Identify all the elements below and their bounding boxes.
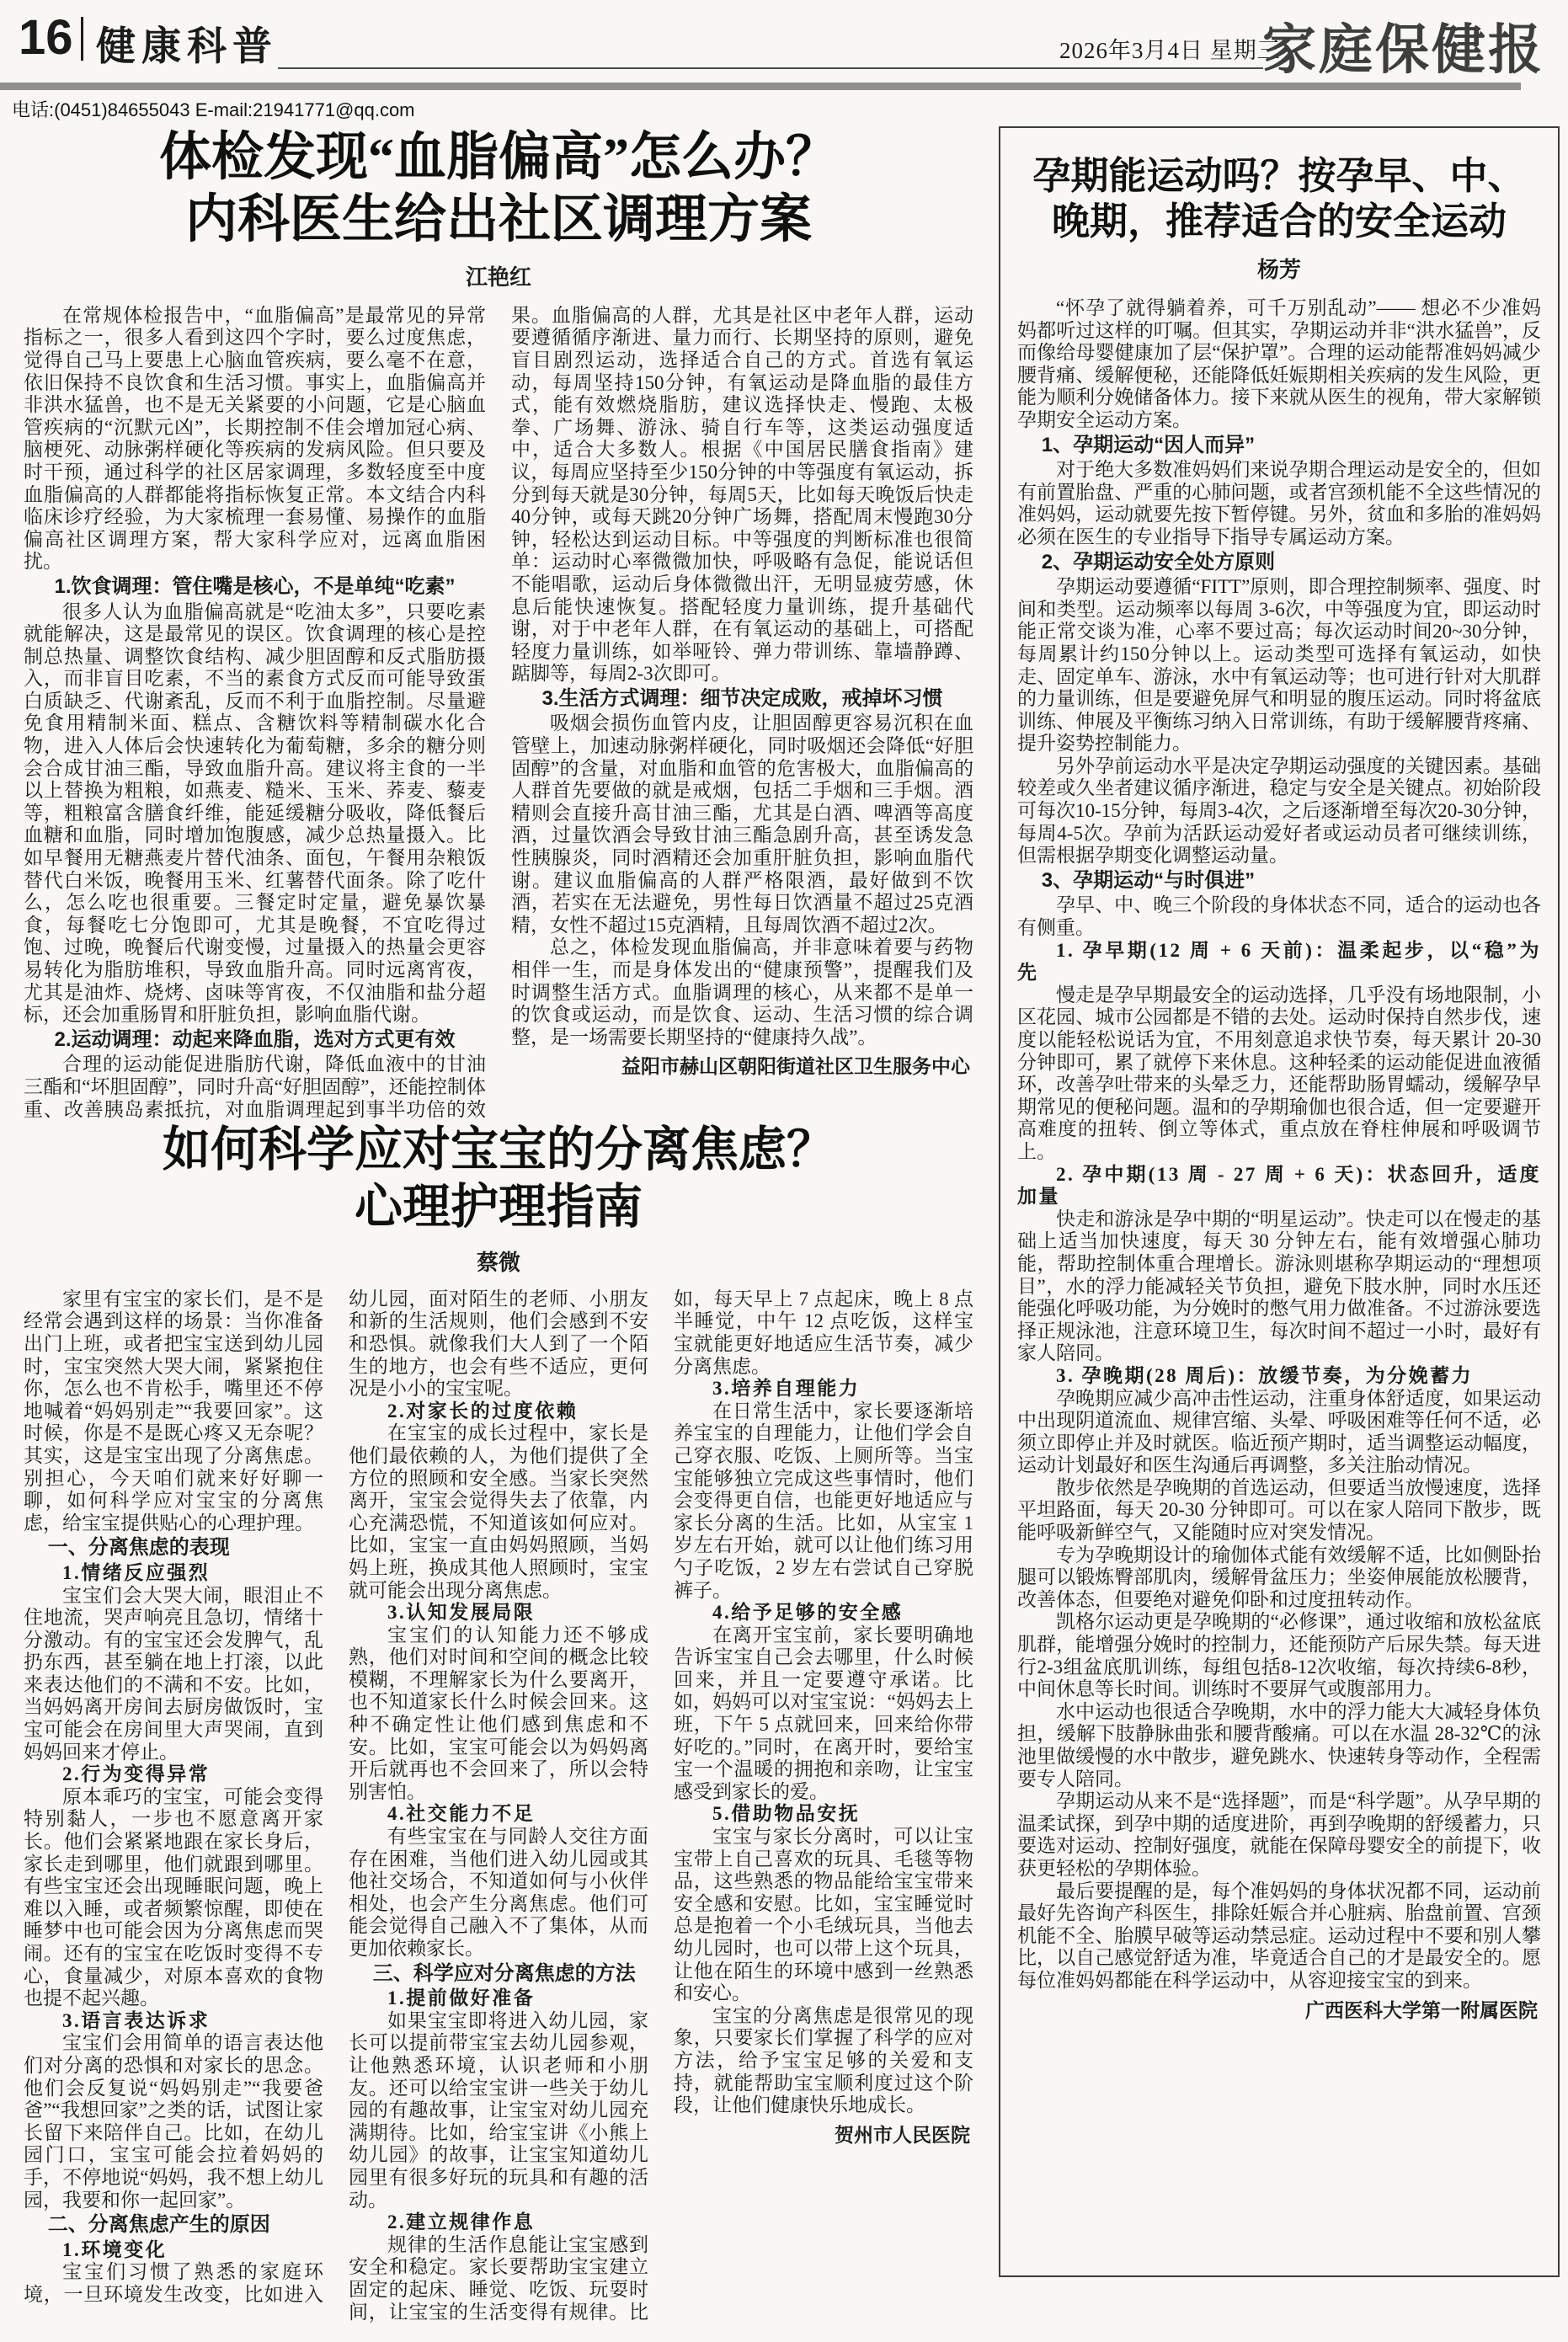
article-paragraph: 宝宝们会大哭大闹，眼泪止不住地流，哭声响亮且急切，情绪十分激动。有的宝宝还会发脾气，乱扔东西，甚至躺在地上打滚，以此来表达他们的不满和不安。比如，当妈妈离开房间去厨房做饭时，宝宝可能会在房间里大声哭闹，直到妈妈回来才停止。 (24, 1584, 323, 1763)
article-paragraph: 宝宝的分离焦虑是很常见的现象，只要家长们掌握了科学的应对方法，给予宝宝足够的关爱和支持，就能帮助宝宝顺利度过这个阶段，让他们健康快乐地成长。 (674, 2004, 973, 2116)
article-paragraph: 快走和游泳是孕中期的“明星运动”。快走可以在慢走的基础上适当加快速度，每天 30 分钟左右，能有效增强心肺功能，帮助控制体重合理增长。游泳则堪称孕期运动的“理想项目”，水的浮力能减轻关节负担，避免下肢水肿，同时水压还能强化呼吸功能，为分娩时的憋气用力做准备。不过游泳要选择正规泳池，注意环境卫生，每次时间不超过一小时，最好有家人陪同。 (1017, 1208, 1541, 1364)
masthead-bar (0, 83, 1521, 90)
article-heading: 3.语言表达诉求 (62, 2009, 211, 2031)
article-heading: 3、孕期运动“与时俱进” (1041, 868, 1256, 892)
article-paragraph: 吸烟会损伤血管内皮，让胆固醇更容易沉积在血管壁上，加速动脉粥样硬化，同时吸烟还会降低“好胆固醇”的含量，对血脂和血管的危害极大，血脂偏高的人群首先要做的就是戒烟，包括二手烟和三手烟。酒精则会直接升高甘油三酯，尤其是白酒、啤酒等高度酒，过量饮酒会导致甘油三酯急剧升高，甚至诱发急性胰腺炎，同时酒精还会加重肝脏负担，影响血脂代谢。建议血脂偏高的人群严格限酒，最好做到不饮酒，若实在无法避免，男性每日饮酒量不超过25克酒精，女性不超过15克酒精，且每周饮酒不超过2次。 (511, 712, 973, 936)
article-paragraph: 在常规体检报告中，“血脂偏高”是最常见的异常指标之一，很多人看到这四个字时，要么过度焦虑，觉得自己马上要患上心脑血管疾病，要么毫不在意，依旧保持不良饮食和生活习惯。事实上，血脂偏高并非洪水猛兽，也不是无关紧要的小问题，它是心脑血管疾病的“沉默元凶”，长期控制不佳会增加冠心病、脑梗死、动脉粥样硬化等疾病的发病风险。但只要及时干预，通过科学的社区居家调理，多数轻度至中度血脂偏高的人群都能将指标恢复正常。本文结合内科临床诊疗经验，为大家梳理一套易懂、易操作的血脂偏高社区调理方案，帮大家科学应对，远离血脂困扰。 (24, 304, 486, 573)
article-heading: 3.认知发展局限 (387, 1602, 536, 1624)
article-heading: 1、孕期运动“因人而异” (1041, 433, 1256, 456)
article-title (1017, 153, 1541, 244)
article-heading: 1. 孕早期(12 周 + 6 天前)：温柔起步，以“稳”为先 (1017, 939, 1541, 984)
article-pregnancy-exercise (999, 126, 1560, 2277)
article-heading: 二、分离焦虑产生的原因 (47, 2213, 270, 2237)
article-paragraph: 合理的运动能促进脂肪代谢，降低血液中的甘油三酯和“坏胆固醇”，同时升高“好胆固醇”，还能控制体重、改善胰岛素抵抗，对血脂调理起到事半功倍的效果。血脂偏高的人群，尤其是社区中老年人群，运动要遵循循序渐进、量力而行、长期坚持的原则，避免盲目剧烈运动，选择适合自己的方式。首选有氧运动，每周坚持150分钟，有氧运动是降血脂的最佳方式，能有效燃烧脂肪，建议选择快走、慢跑、太极拳、广场舞、游泳、骑自行车等，这类运动强度适中，适合大多数人。根据《中国居民膳食指南》建议，每周应坚持至少150分钟的中等强度有氧运动，拆分到每天就是30分钟，每周5天，比如每天晚饭后快走40分钟，或每天跳20分钟广场舞，搭配周末慢跑30分钟，轻松达到运动目标。中等强度的判断标准也很简单：运动时心率微微加快，呼吸略有急促，能说话但不能唱歌，运动后身体微微出汗，无明显疲劳感，休息后能快速恢复。搭配轻度力量训练，提升基础代谢，对于中老年人群，在有氧运动的基础上，可搭配轻度力量训练，如举哑铃、弹力带训练、靠墙静蹲、踮脚等，每周2-3次即可。 (24, 304, 973, 1120)
article-heading: 2.对家长的过度依赖 (387, 1400, 579, 1422)
article-title (24, 126, 973, 252)
article-signature: 广西医科大学第一附属医院 (1305, 1998, 1538, 2021)
article-paragraph: 宝宝与家长分离时，可以让宝宝带上自己喜欢的玩具、毛毯等物品，这些熟悉的物品能给宝宝带来安全感和安慰。比如，宝宝睡觉时总是抱着一个小毛绒玩具，当他去幼儿园时，也可以带上这个玩具，让他在陌生的环境中感到一丝熟悉和安心。 (674, 1826, 973, 2004)
article-paragraph: 原本乖巧的宝宝，可能会变得特别黏人，一步也不愿意离开家长。他们会紧紧地跟在家长身后，家长走到哪里，他们就跟到哪里。有些宝宝还会出现睡眠问题，晚上难以入睡，或者频繁惊醒，即使在睡梦中也可能会因为分离焦虑而哭闹。还有的宝宝在吃饭时变得不专心，食量减少，对原本喜欢的食物也提不起兴趣。 (24, 1785, 323, 2009)
article-paragraph: 散步依然是孕晚期的首选运动，但要适当放慢速度，选择平坦路面，每天 20-30 分钟即可。可以在家人陪同下散步，既能呼吸新鲜空气，又能随时应对突发情况。 (1017, 1476, 1541, 1544)
article-body (1017, 297, 1541, 2217)
article-paragraph: 孕期运动从来不是“选择题”，而是“科学题”。从孕早期的温柔试探，到孕中期的适度进阶，再到孕晚期的舒缓蓄力，只要选对运动、控制好强度，就能在保障母婴安全的前提下，收获更轻松的孕期体验。 (1017, 1790, 1541, 1879)
article-heading: 4.给予足够的安全感 (712, 1602, 904, 1624)
article-blood-lipid (24, 126, 973, 1128)
contact-line: 电话:(0451)84655043 E-mail:21941771@qq.com (12, 99, 415, 120)
article-author: 蔡微 (476, 1249, 520, 1275)
article-paragraph: 有些宝宝在与同龄人交往方面存在困难，当他们进入幼儿园或其他社交场合，不知道如何与小伙伴相处，也会产生分离焦虑。他们可能会觉得自己融入不了集体，从而更加依赖家长。 (349, 1826, 648, 1959)
article-body (24, 1288, 973, 2326)
article-heading: 1.环境变化 (62, 2238, 168, 2260)
article-paragraph: “怀孕了就得躺着养，可千万别乱动”—— 想必不少准妈妈都听过这样的叮嘱。但其实，孕期运动并非“洪水猛兽”，反而像给母婴健康加了层“保护罩”。合理的运动能帮准妈妈减少腰背痛、缓解便秘，还能降低妊娠期相关疾病的发生风险，更能为顺利分娩储备体力。接下来就从医生的视角，带大家解锁孕期安全运动方案。 (1017, 297, 1541, 430)
article-heading: 3. 孕晚期(28 周后)：放缓节奏，为分娩蓄力 (1056, 1364, 1474, 1386)
article-paragraph: 家里有宝宝的家长们，是不是经常会遇到这样的场景：当你准备出门上班，或者把宝宝送到幼儿园时，宝宝突然大哭大闹，紧紧抱住你，怎么也不肯松手，嘴里还不停地喊着“妈妈别走”“我要回家”。这时候，你是不是既心疼又无奈呢？其实，这是宝宝出现了分离焦虑。别担心，今天咱们就来好好聊一聊，如何科学应对宝宝的分离焦虑，给宝宝提供贴心的心理护理。 (24, 1288, 323, 1534)
article-signature: 贺州市人民医院 (835, 2123, 970, 2146)
article-heading: 4.社交能力不足 (387, 1803, 536, 1825)
article-heading: 3.生活方式调理：细节决定成败，戒掉坏习惯 (541, 686, 943, 710)
article-heading: 1.提前做好准备 (387, 1987, 536, 2009)
article-separation-anxiety (24, 1122, 973, 2326)
article-author: 杨芳 (1256, 257, 1301, 282)
article-heading: 三、科学应对分离焦虑的方法 (372, 1961, 636, 1985)
article-paragraph: 孕早、中、晚三个阶段的身体状态不同，适合的运动也各有侧重。 (1017, 894, 1541, 939)
article-paragraph: 总之，体检发现血脂偏高，并非意味着要与药物相伴一生，而是身体发出的“健康预警”，提醒我们及时调整生活方式。血脂调理的核心，从来都不是单一的饮食或运动，而是饮食、运动、生活习惯的综合调整，是一场需要长期坚持的“健康持久战”。 (511, 936, 973, 1048)
article-title-line1: 孕期能运动吗？按孕早、中、 (1032, 155, 1526, 197)
article-paragraph: 专为孕晚期设计的瑜伽体式能有效缓解不适，比如侧卧抬腿可以锻炼臀部肌肉，缓解骨盆压力；坐姿伸展能放松腰背，改善体态，但要绝对避免仰卧和过度扭转动作。 (1017, 1544, 1541, 1610)
article-heading: 3.培养自理能力 (712, 1378, 861, 1400)
article-paragraph: 很多人认为血脂偏高就是“吃油太多”，只要吃素就能解决，这是最常见的误区。饮食调理的核心是控制总热量、调整饮食结构、减少胆固醇和反式脂肪摄入，而非盲目吃素，不当的素食方式反而可能导致蛋白质缺乏、代谢紊乱，反而不利于血脂控制。尽量避免食用精制米面、糕点、含糖饮料等精制碳水化合物，进入人体后会快速转化为葡萄糖，多余的糖分则会合成甘油三酯，导致血脂升高。建议将主食的一半以上替换为粗粮，如燕麦、糙米、玉米、荞麦、藜麦等，粗粮富含膳食纤维，能延缓糖分吸收，降低餐后血糖和血脂，同时增加饱腹感，减少总热量摄入。比如早餐用无糖燕麦片替代油条、面包，午餐用杂粮饭替代白米饭，晚餐用玉米、红薯替代面条。除了吃什么，怎么吃也很重要。三餐定时定量，避免暴饮暴食，每餐吃七分饱即可，尤其是晚餐，不宜吃得过饱、过晚，晚餐后代谢变慢，过量摄入的热量会更容易转化为脂肪堆积，导致血脂升高。同时远离宵夜，尤其是油炸、烧烤、卤味等宵夜，不仅油脂和盐分超标，还会加重肠胃和肝脏负担，影响血脂代谢。 (24, 600, 486, 1026)
article-title-line2: 内科医生给出社区调理方案 (184, 191, 812, 249)
article-paragraph: 在宝宝的成长过程中，家长是他们最依赖的人，为他们提供了全方位的照顾和安全感。当家长突然离开，宝宝会觉得失去了依靠，内心充满恐慌，不知道该如何应对。比如，宝宝一直由妈妈照顾，当妈妈上班，换成其他人照顾时，宝宝就可能会出现分离焦虑。 (349, 1422, 648, 1601)
article-body (24, 305, 973, 1128)
article-paragraph: 水中运动也很适合孕晚期，水中的浮力能大大减轻身体负担，缓解下肢静脉曲张和腰背酸痛。可以在水温 28-32℃的泳池里做缓慢的水中散步，避免跳水、快速转身等动作，全程需要专人陪同。 (1017, 1700, 1541, 1790)
article-paragraph: 宝宝们会用简单的语言表达他们对分离的恐惧和对家长的思念。他们会反复说“妈妈别走”“我要爸爸”“我想回家”之类的话，试图让家长留下来陪伴自己。比如，在幼儿园门口，宝宝可能会拉着妈妈的手，不停地说“妈妈，我不想上幼儿园，我要和你一起回家”。 (24, 2032, 323, 2211)
article-heading: 2、孕期运动安全处方原则 (1041, 550, 1276, 573)
publication-date: 2026年3月4日 星期三 (1059, 38, 1281, 63)
article-paragraph: 慢走是孕早期最安全的运动选择，几乎没有场地限制，小区花园、城市公园都是不错的去处。运动时保持自然步伐，速度以能轻松说话为宜，不用刻意追求快节奏，每天累计 20-30 分钟即可，累了就停下来休息。这种轻柔的运动能促进血液循环，改善孕吐带来的头晕乏力，还能帮助肠胃蠕动，缓解孕早期常见的便秘问题。温和的孕期瑜伽也很合适，但一定要避开高难度的扭转、倒立等体式，重点放在脊柱伸展和呼吸调节上。 (1017, 984, 1541, 1162)
article-heading: 1.情绪反应强烈 (62, 1561, 211, 1583)
article-paragraph: 规律的生活作息能让宝宝感到安全和稳定。家长要帮助宝宝建立固定的起床、睡觉、吃饭、玩耍时间，让宝宝的生活变得有规律。比如，每天早上 7 点起床，晚上 8 点半睡觉，中午 12 点吃饭，这样宝宝就能更好地适应生活节奏，减少分离焦虑。 (349, 1288, 973, 2323)
section-title: 健康科普 (96, 25, 278, 69)
masthead-rule (278, 67, 1263, 69)
article-paragraph: 孕晚期应减少高冲击性运动，注重身体舒适度，如果运动中出现阴道流血、规律宫缩、头晕、呼吸困难等任何不适，必须立即停止并及时就医。临近预产期时，适当调整运动幅度，运动计划最好和医生沟通后再调整，多关注胎动情况。 (1017, 1387, 1541, 1476)
masthead-divider (81, 17, 83, 61)
article-paragraph: 在日常生活中，家长要逐渐培养宝宝的自理能力，让他们学会自己穿衣服、吃饭、上厕所等。当宝宝能够独立完成这些事情时，他们会变得更自信，也能更好地适应与家长分离的生活。比如，从宝宝 1 岁左右开始，就可以让他们练习用勺子吃饭，2 岁左右尝试自己穿脱裤子。 (674, 1400, 973, 1601)
article-paragraph: 另外孕前运动水平是决定孕期运动强度的关键因素。基础较差或久坐者建议循序渐进，稳定与安全是关键点。初始阶段可每次10-15分钟，每周3-4次，之后逐渐增至每次20-30分钟，每周4-5次。孕前为活跃运动爱好者或运动员者可继续训练，但需根据孕期变化调整运动量。 (1017, 755, 1541, 867)
article-paragraph: 如果宝宝即将进入幼儿园，家长可以提前带宝宝去幼儿园参观，让他熟悉环境，认识老师和小朋友。还可以给宝宝讲一些关于幼儿园的有趣故事，让宝宝对幼儿园充满期待。比如，给宝宝讲《小熊上幼儿园》的故事，让宝宝知道幼儿园里有很多好玩的玩具和有趣的活动。 (349, 2009, 648, 2211)
article-heading: 2.运动调理：动起来降血脂，选对方式更有效 (54, 1027, 456, 1051)
article-heading: 2. 孕中期(13 周 - 27 周 + 6 天)：状态回升，适度加量 (1017, 1163, 1541, 1208)
article-paragraph: 在离开宝宝前，家长要明确地告诉宝宝自己会去哪里，什么时候回来，并且一定要遵守承诺。比如，妈妈可以对宝宝说：“妈妈去上班，下午 5 点就回来，回来给你带好吃的。”同时，在离开时，要给宝宝一个温暖的拥抱和亲吻，让宝宝感受到家长的爱。 (674, 1624, 973, 1802)
article-heading: 一、分离焦虑的表现 (47, 1536, 230, 1560)
article-paragraph: 孕期运动要遵循“FITT”原则，即合理控制频率、强度、时间和类型。运动频率以每周 3-6次，中等强度为宜，即运动时能正常交谈为准，心率不要过高；每次运动时间20~30分钟，每周累计约150分钟以上。运动类型可选择有氧运动，如快走、固定单车、游泳，水中有氧运动等；也可进行针对大肌群的力量训练，但是要避免屏气和明显的腹压运动。同时将盆底训练、伸展及平衡练习纳入日常训练，有助于缓解腰背疼痛、提升姿势控制能力。 (1017, 576, 1541, 755)
article-title-line1: 如何科学应对宝宝的分离焦虑？ (163, 1123, 835, 1176)
article-paragraph: 对于绝大多数准妈妈们来说孕期合理运动是安全的，但如有前置胎盘、严重的心肺问题，或者宫颈机能不全这些情况的准妈妈，运动就要先按下暂停键。另外，贫血和多胎的准妈妈必须在医生的专业指导下指导专属运动方案。 (1017, 459, 1541, 547)
article-title-line2: 心理护理指南 (355, 1181, 643, 1235)
article-paragraph: 凯格尔运动更是孕晚期的“必修课”，通过收缩和放松盆底肌群，能增强分娩时的控制力，还能预防产后尿失禁。每天进行2-3组盆底肌训练，每组包括8-12次收缩，每次持续6-8秒，中间休息等长时间。训练时不要屏气或腹部用力。 (1017, 1611, 1541, 1700)
newspaper-name: 家庭保健报 (1262, 20, 1544, 80)
page-number: 16 (19, 10, 73, 65)
article-paragraph: 最后要提醒的是，每个准妈妈的身体状况都不同，运动前最好先咨询产科医生，排除妊娠合并心脏病、胎盘前置、宫颈机能不全、胎膜早破等运动禁忌症。运动过程中不要和别人攀比，以自己感觉舒适为准，毕竟适合自己的才是最安全的。愿每位准妈妈都能在科学运动中，从容迎接宝宝的到来。 (1017, 1880, 1541, 1991)
article-title-line1: 体检发现“血脂偏高”怎么办？ (158, 129, 838, 186)
article-heading: 1.饮食调理：管住嘴是核心，不是单纯“吃素” (54, 574, 456, 598)
article-title (24, 1122, 973, 1237)
article-heading: 2.行为变得异常 (62, 1763, 211, 1785)
article-heading: 5.借助物品安抚 (712, 1803, 861, 1825)
article-paragraph: 宝宝们习惯了熟悉的家庭环境，一旦环境发生改变，比如进入幼儿园，面对陌生的老师、小朋友和新的生活规则，他们会感到不安和恐惧。就像我们大人到了一个陌生的地方，也会有些不适应，更何况是小小的宝宝呢。 (24, 1288, 648, 2305)
article-paragraph: 宝宝们的认知能力还不够成熟，他们对时间和空间的概念比较模糊，不理解家长为什么要离开，也不知道家长什么时候会回来。这种不确定性让他们感到焦虑和不安。比如，宝宝可能会以为妈妈离开后就再也不会回来了，所以会特别害怕。 (349, 1624, 648, 1802)
article-heading: 2.建立规律作息 (387, 2211, 536, 2233)
article-title-line2: 晚期，推荐适合的安全运动 (1051, 200, 1507, 243)
article-author: 江艳红 (465, 264, 531, 290)
article-signature: 益阳市赫山区朝阳街道社区卫生服务中心 (621, 1055, 970, 1078)
